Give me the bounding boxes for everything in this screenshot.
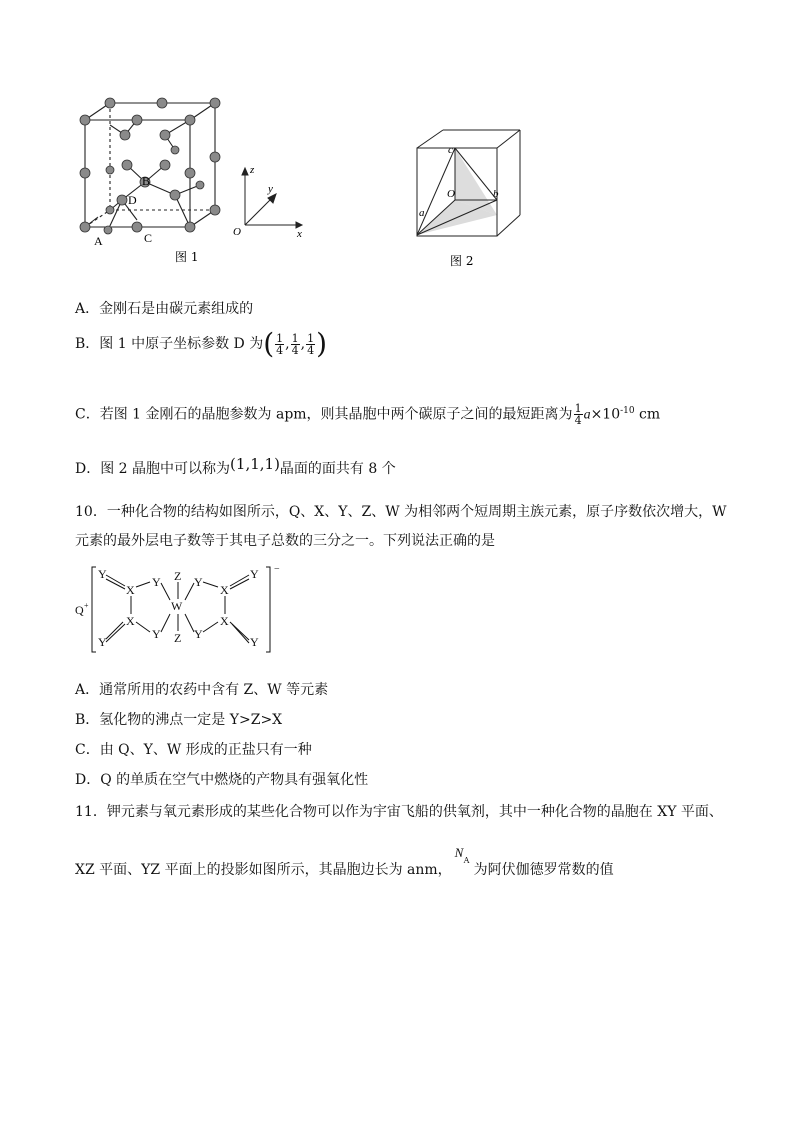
svg-text:Y: Y [98,567,107,581]
q9-option-d: D．图 2 晶胞中可以称为(1,1,1)晶面的面共有 8 个 [75,455,396,477]
svg-text:Y: Y [194,627,203,641]
q11-stem-line-2-text: XZ 平面、YZ 平面上的投影如图所示，其晶胞边长为 anm， [75,862,452,878]
q9-option-d-text: D．图 2 晶胞中可以称为 [75,461,231,477]
svg-text:Y: Y [152,627,161,641]
svg-text:X: X [220,583,229,597]
figure-1-diamond-cell [70,95,320,270]
svg-text:X: X [126,614,135,628]
svg-text:W: W [171,599,183,613]
q10-stem-line-2: 元素的最外层电子数等于其电子总数的三分之一。下列说法正确的是 [75,533,495,549]
fraction: $\frac{1}{4}$ [574,402,582,428]
q11-stem-line-1: 11．钾元素与氧元素形成的某些化合物可以作为宇宙飞船的供氧剂，其中一种化合物的晶胞在 XY 平面、 [75,804,723,820]
axis-z-label: z [250,164,255,176]
fraction: $\frac{1}{4}$ [291,331,299,357]
q11-stem-line-2: XZ 平面、YZ 平面上的投影如图所示，其晶胞边长为 anm， N A 为阿伏伽德罗常数的值 [75,845,614,878]
svg-text:Y: Y [152,575,161,589]
svg-text:Y: Y [194,575,203,589]
fraction: $\frac{1}{4}$ [307,331,315,357]
figure-2-cube-plane [405,120,535,275]
avogadro-symbol: N A [454,845,470,865]
q10-option-b: B．氢化物的沸点一定是 Y>Z>X [75,712,283,728]
fig2-label-c: c [448,144,453,156]
q10-option-a: A．通常所用的农药中含有 Z、W 等元素 [75,682,329,698]
svg-text:Q: Q [75,603,84,617]
figure-2-caption: 图 2 [450,254,474,268]
fig1-label-c: C [144,231,153,245]
q9-option-c-text: C．若图 1 金刚石的晶胞参数为 apm，则其晶胞中两个碳原子之间的最短距离为 [75,406,573,423]
q10-stem-line-1: 10．一种化合物的结构如图所示，Q、X、Y、Z、W 为相邻两个短周期主族元素，原子序数依次增大，W [75,504,727,520]
q10-option-c: C．由 Q、Y、W 形成的正盐只有一种 [75,742,312,758]
svg-text:X: X [126,583,135,597]
svg-text:X: X [220,614,229,628]
svg-text:Y: Y [250,567,259,581]
figure-1-caption: 图 1 [175,250,199,264]
fig2-label-b: b [493,188,499,200]
fig1-label-d: D [128,193,137,207]
q9-option-c: C．若图 1 金刚石的晶胞参数为 apm，则其晶胞中两个碳原子之间的最短距离为 $\frac{1}{4}$ $a\times 10^{-10}$ cm [75,402,661,428]
fig1-label-a: A [94,234,103,248]
q9-option-b-text: B．图 1 中原子坐标参数 D 为 [75,336,264,352]
svg-text:Y: Y [98,635,107,649]
svg-text:−: − [274,564,280,575]
axis-y-label: y [268,183,273,195]
fraction: $\frac{1}{4}$ [276,331,284,357]
q9-option-a: A．金刚石是由碳元素组成的 [75,301,254,317]
q9-option-b: B．图 1 中原子坐标参数 D 为( $\frac{1}{4}$ , $\frac{1}{4}$ , $\frac{1}{4}$ ) [75,327,328,360]
svg-text:Z: Z [174,631,182,645]
fig1-label-b: B [142,174,151,188]
axis-x-label: x [297,228,302,240]
svg-text:+: + [84,601,89,610]
fig2-label-a: a [419,207,425,219]
svg-text:Z: Z [174,569,182,583]
q10-option-d: D．Q 的单质在空气中燃烧的产物具有强氧化性 [75,772,369,788]
axis-origin-label: O [233,226,241,238]
q10-structure-diagram [70,562,290,657]
svg-text:Y: Y [250,635,259,649]
fig2-label-o: O [447,188,455,200]
